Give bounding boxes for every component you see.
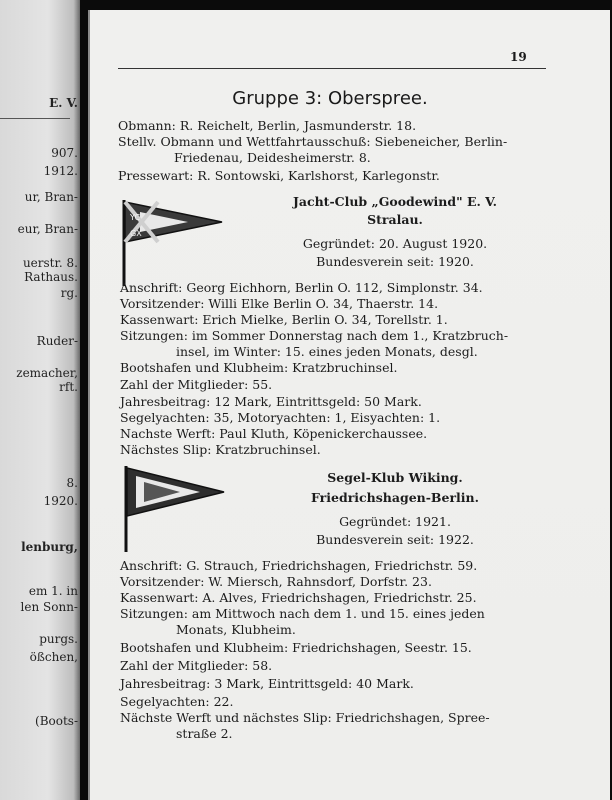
left-fragment: uerstr. 8.	[22, 256, 78, 270]
club-name: Segel-Klub Wiking.	[327, 470, 463, 485]
left-fragment: Rathaus.	[24, 270, 78, 284]
club-detail: Jahresbeitrag: 3 Mark, Eintrittsgeld: 40 Mark.	[120, 676, 414, 691]
page-number: 19	[510, 50, 527, 64]
left-fragment: lenburg,	[21, 540, 78, 554]
left-fragment: ur, Bran-	[24, 190, 78, 204]
club-detail: Nächste Werft und nächstes Slip: Friedrichshagen, Spree-	[120, 710, 490, 725]
intro-line: Obmann: R. Reichelt, Berlin, Jasmunderstr. 18.	[118, 118, 417, 133]
left-fragment: E. V.	[49, 96, 78, 110]
book-page	[88, 10, 610, 800]
left-fragment: 8.	[66, 476, 78, 490]
club-detail: Anschrift: G. Strauch, Friedrichshagen, Friedrichstr. 59.	[120, 558, 478, 573]
club-detail: Zahl der Mitglieder: 55.	[120, 377, 273, 392]
left-fragment: 1912.	[43, 164, 78, 178]
left-fragment: rg.	[60, 286, 78, 300]
club-detail: Vorsitzender: W. Miersch, Rahnsdorf, Dorfstr. 23.	[120, 574, 432, 589]
club-pennant-icon	[118, 196, 228, 288]
club-detail: insel, im Winter: 15. eines jeden Monats, desgl.	[176, 344, 478, 359]
left-fragment: 1920.	[43, 494, 78, 508]
left-fragment: Ruder-	[36, 334, 78, 348]
club-detail: Bootshafen und Klubheim: Kratzbruchinsel.	[120, 360, 398, 375]
club-detail: Jahresbeitrag: 12 Mark, Eintrittsgeld: 50 Mark.	[120, 394, 422, 409]
club-location: Friedrichshagen-Berlin.	[311, 490, 479, 505]
club-name: Jacht-Club „Goodewind" E. V.	[292, 194, 498, 209]
club-detail: Segelyachten: 22.	[120, 694, 234, 709]
club-member-since: Bundesverein seit: 1920.	[316, 254, 474, 269]
header-rule	[118, 68, 546, 69]
left-fragment: ößchen,	[29, 650, 78, 664]
club-member-since: Bundesverein seit: 1922.	[316, 532, 474, 547]
svg-text:GX: GX	[130, 229, 142, 238]
left-fragment: zemacher,	[16, 366, 78, 380]
left-fragment: em 1. in	[28, 584, 78, 598]
left-fragment: len Sonn-	[20, 600, 78, 614]
club-detail: straße 2.	[176, 726, 233, 741]
club-pennant-icon	[120, 462, 230, 554]
svg-text:YC: YC	[130, 213, 141, 222]
club-detail: Kassenwart: A. Alves, Friedrichshagen, Friedrichstr. 25.	[120, 590, 477, 605]
left-fragment: 907.	[51, 146, 78, 160]
section-heading: Gruppe 3: Oberspree.	[232, 88, 428, 109]
club-detail: Kassenwart: Erich Mielke, Berlin O. 34, Torellstr. 1.	[120, 312, 448, 327]
club-detail: Nächstes Slip: Kratzbruchinsel.	[120, 442, 321, 457]
club-detail: Bootshafen und Klubheim: Friedrichshagen, Seestr. 15.	[120, 640, 472, 655]
intro-line: Friedenau, Deidesheimerstr. 8.	[174, 150, 371, 165]
left-fragment: rft.	[59, 380, 78, 394]
intro-line: Stellv. Obmann und Wettfahrtausschuß: Siebeneicher, Berlin-	[118, 134, 508, 149]
club-detail: Vorsitzender: Willi Elke Berlin O. 34, Thaerstr. 14.	[120, 296, 439, 311]
club-location: Stralau.	[367, 212, 423, 227]
club-detail: Nachste Werft: Paul Kluth, Köpenickerchaussee.	[120, 426, 428, 441]
left-fragment: eur, Bran-	[17, 222, 78, 236]
club-founded: Gegründet: 20. August 1920.	[302, 236, 488, 251]
club-detail: Segelyachten: 35, Motoryachten: 1, Eisyachten: 1.	[120, 410, 441, 425]
intro-line: Pressewart: R. Sontowski, Karlshorst, Karlegonstr.	[118, 168, 440, 183]
club-detail: Anschrift: Georg Eichhorn, Berlin O. 112, Simplonstr. 34.	[120, 280, 483, 295]
left-fragment: (Boots-	[35, 714, 78, 728]
club-founded: Gegründet: 1921.	[339, 514, 451, 529]
previous-page-edge	[0, 0, 80, 800]
left-divider	[0, 118, 70, 119]
left-fragment: purgs.	[39, 632, 78, 646]
club-detail: Zahl der Mitglieder: 58.	[120, 658, 273, 673]
club-detail: Sitzungen: im Sommer Donnerstag nach dem 1., Kratzbruch-	[120, 328, 509, 343]
club-detail: Sitzungen: am Mittwoch nach dem 1. und 15. eines jeden	[120, 606, 485, 621]
club-detail: Monats, Klubheim.	[176, 622, 296, 637]
